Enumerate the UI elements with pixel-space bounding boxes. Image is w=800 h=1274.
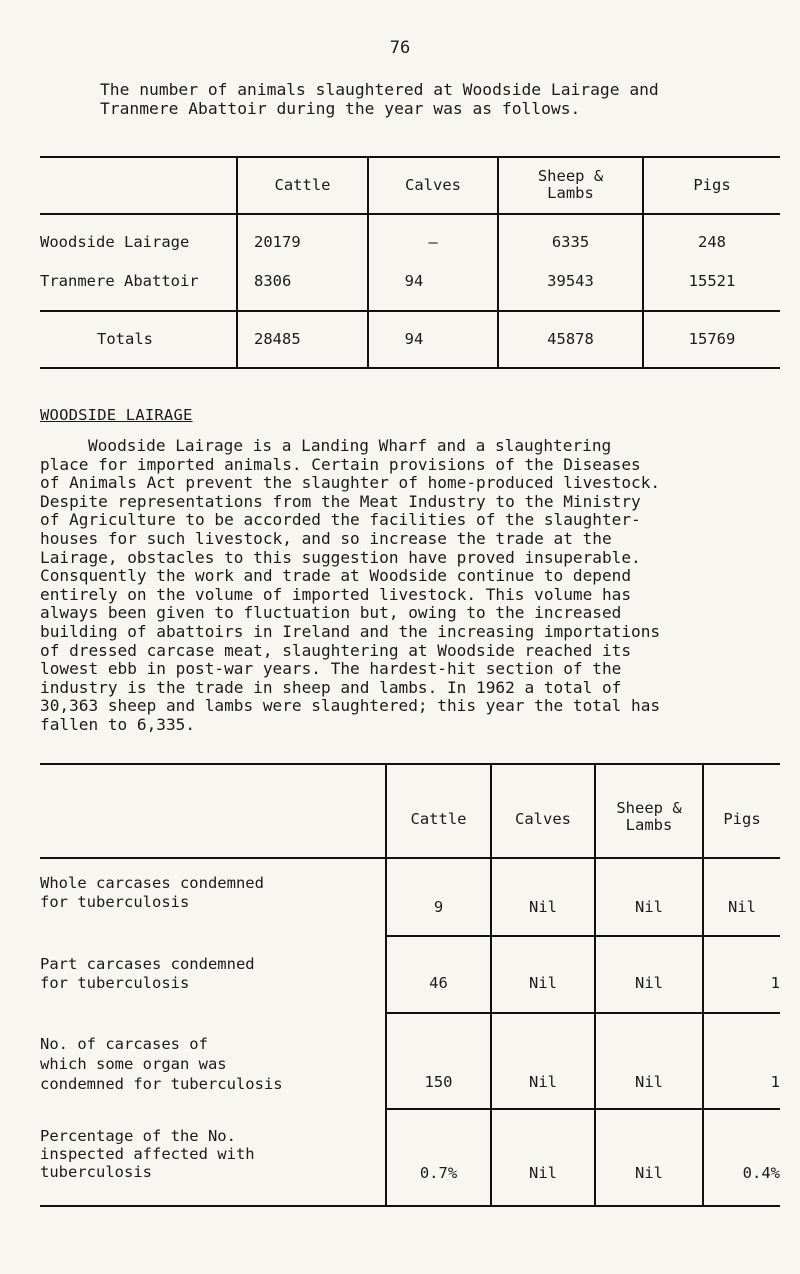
- table-cell: 150: [424, 1073, 453, 1091]
- column-header-sheep: [596, 800, 702, 834]
- table-cell: 45878: [547, 330, 594, 348]
- table-cell: 94: [404, 272, 424, 290]
- table-cell: 39543: [547, 272, 594, 290]
- table-cell: Nil: [635, 1073, 663, 1091]
- column-header-calves: Calves: [515, 810, 571, 828]
- column-header-calves: Calves: [405, 176, 461, 194]
- body-line: Despite representations from the Meat Industry to the Ministry: [40, 491, 641, 511]
- body-paragraph: [40, 437, 780, 735]
- row-label: Part carcases condemned for tuberculosis: [40, 955, 255, 992]
- row-label: Tranmere Abattoir: [40, 272, 199, 290]
- column-header-pigs: Pigs: [693, 176, 731, 194]
- table-cell: 1: [770, 1073, 780, 1091]
- body-line: of Agriculture to be accorded the facilities of the slaughter-: [40, 510, 641, 530]
- table-rule: [40, 1205, 780, 1207]
- body-line: lowest ebb in post-war years. The hardest-hit section of the: [40, 659, 622, 679]
- table-cell: 0.4%: [742, 1164, 780, 1182]
- body-line: 30,363 sheep and lambs were slaughtered; this year the total has: [40, 696, 661, 716]
- table-rule: [386, 935, 780, 937]
- body-line: of dressed carcase meat, slaughtering at Woodside reached its: [40, 640, 632, 660]
- table-cell: Nil: [529, 974, 557, 992]
- section-title: WOODSIDE LAIRAGE: [40, 406, 193, 424]
- intro-line: Tranmere Abattoir during the year was as follows.: [100, 99, 581, 118]
- row-label: No. of carcases of which some organ was condemned for tuberculosis: [40, 1035, 283, 1093]
- table-cell: 94: [404, 330, 424, 348]
- table-cell: 1: [770, 974, 780, 992]
- table-rule: [40, 156, 780, 158]
- body-line: of Animals Act prevent the slaughter of home-produced livestock.: [40, 473, 661, 493]
- body-line: place for imported animals. Certain provisions of the Diseases: [40, 454, 641, 474]
- intro-paragraph: [100, 80, 760, 118]
- table-cell: 248: [698, 233, 726, 251]
- body-line: entirely on the volume of imported livestock. This volume has: [40, 584, 632, 604]
- row-label: Percentage of the No. inspected affected with tuberculosis: [40, 1127, 255, 1181]
- table-cell: 15769: [688, 330, 736, 348]
- row-label: Woodside Lairage: [40, 233, 190, 251]
- table-cell: –: [428, 233, 438, 251]
- body-line: Consquently the work and trade at Woodside continue to depend: [40, 566, 632, 586]
- body-line: Lairage, obstacles to this suggestion have proved insuperable.: [40, 547, 641, 567]
- table-cell: Nil: [529, 898, 557, 916]
- column-header-pigs: Pigs: [723, 810, 761, 828]
- column-header-cattle: Cattle: [274, 176, 331, 194]
- table-cell: 9: [433, 898, 444, 916]
- table-cell: 46: [429, 974, 448, 992]
- header-line: Lambs: [547, 184, 594, 202]
- table-rule: [40, 310, 780, 312]
- intro-line: The number of animals slaughtered at Woodside Lairage and: [100, 80, 659, 99]
- table-cell: Nil: [635, 1164, 663, 1182]
- table-cell: 0.7%: [419, 1164, 458, 1182]
- column-header-cattle: Cattle: [410, 810, 467, 828]
- table-cell: 20179: [254, 233, 301, 251]
- table-cell: Nil: [728, 898, 756, 916]
- page-number: 76: [389, 38, 411, 58]
- table-cell: Nil: [635, 974, 663, 992]
- table-rule: [386, 1012, 780, 1014]
- header-line: Lambs: [625, 816, 673, 834]
- body-line: always been given to fluctuation but, owing to the increased: [40, 603, 622, 623]
- table-cell: 8306: [254, 272, 292, 290]
- column-header-sheep: [499, 168, 642, 202]
- body-line: building of abattoirs in Ireland and the increasing importations: [40, 621, 661, 641]
- body-line: fallen to 6,335.: [40, 714, 196, 734]
- table-cell: 28485: [254, 330, 301, 348]
- table-rule: [386, 1108, 780, 1110]
- header-line: Sheep &: [537, 167, 604, 185]
- body-line: industry is the trade in sheep and lambs. In 1962 a total of: [40, 677, 622, 697]
- table-cell: 6335: [551, 233, 590, 251]
- row-label: Whole carcases condemned for tuberculosis: [40, 874, 264, 911]
- table-rule: [40, 763, 780, 765]
- table-cell: Nil: [635, 898, 663, 916]
- table-rule: [40, 213, 780, 215]
- table-rule: [40, 367, 780, 369]
- table-rule: [40, 857, 780, 859]
- body-line: houses for such livestock, and so increase the trade at the: [40, 528, 612, 548]
- totals-label: Totals: [97, 330, 153, 348]
- table-cell: Nil: [529, 1073, 557, 1091]
- table-cell: Nil: [529, 1164, 557, 1182]
- body-line: Woodside Lairage is a Landing Wharf and a slaughtering: [88, 436, 612, 455]
- table-cell: 15521: [688, 272, 736, 290]
- header-line: Sheep &: [616, 799, 682, 817]
